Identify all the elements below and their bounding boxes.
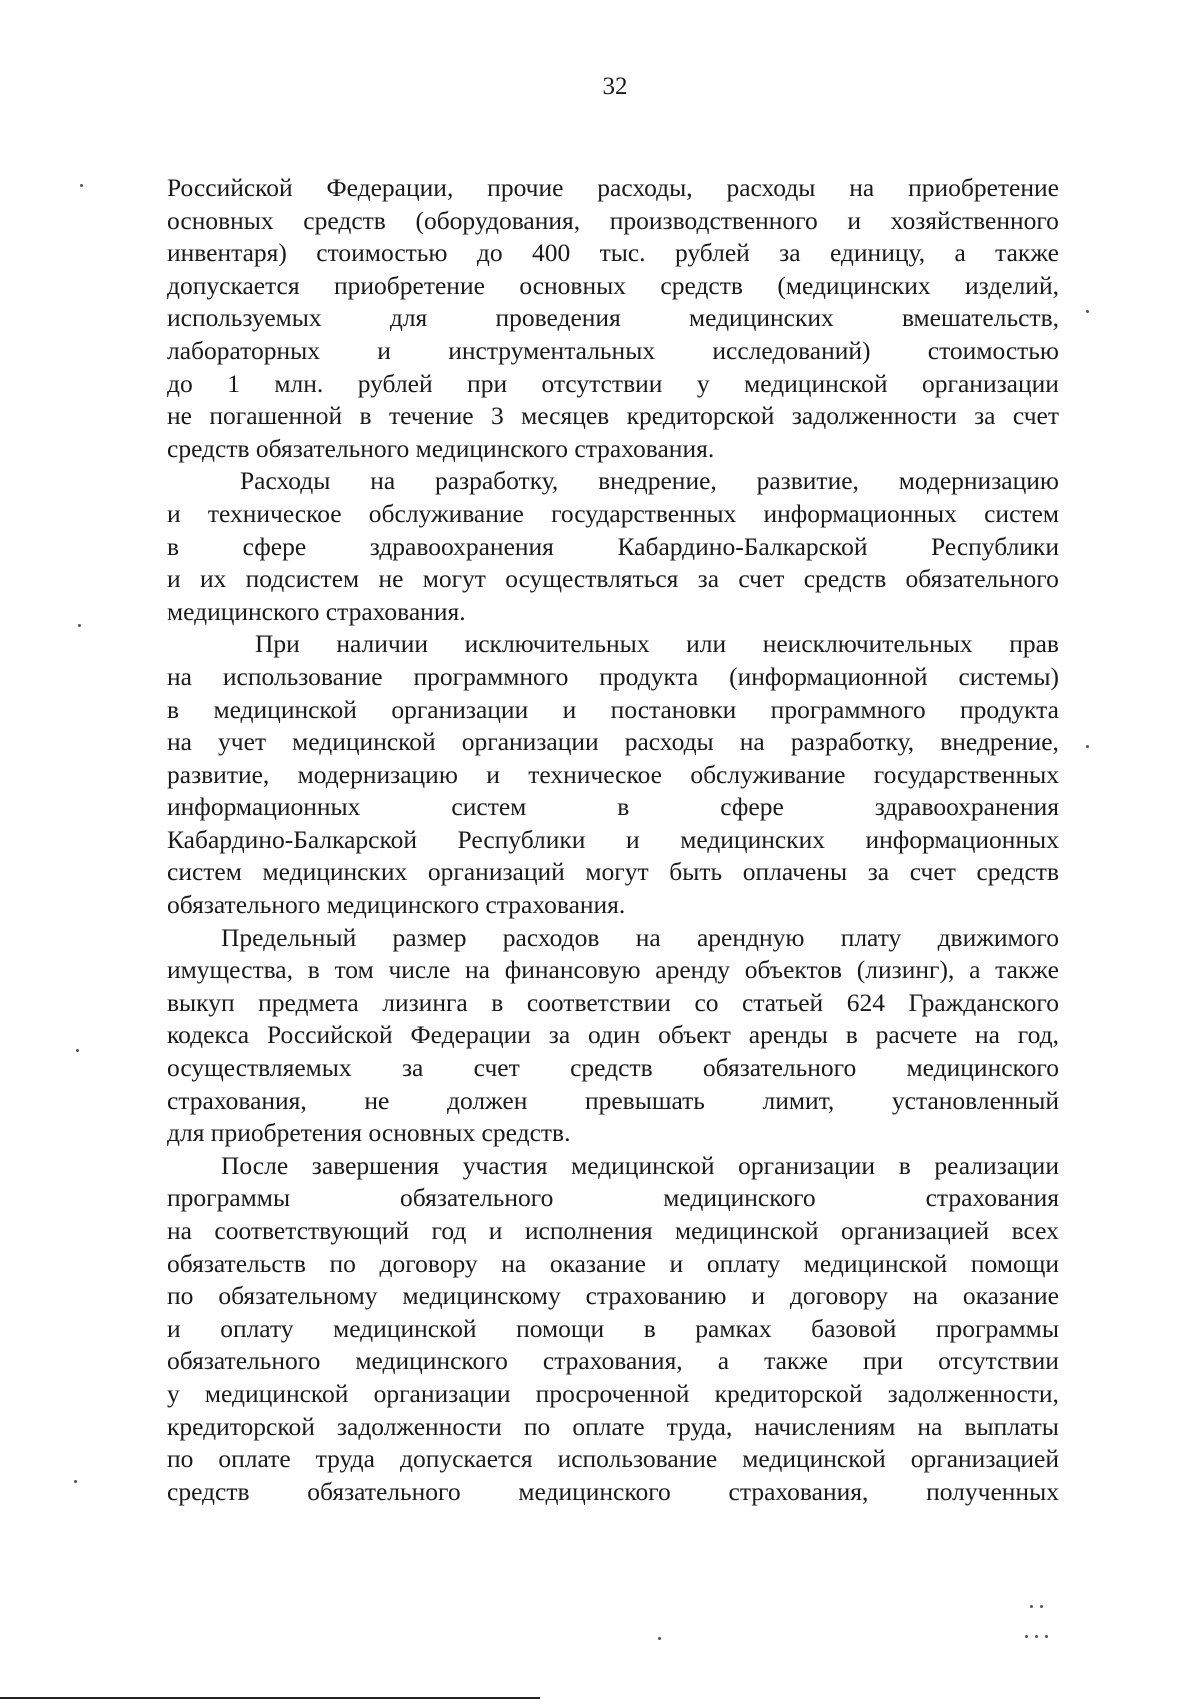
text-line: Кабардино-Балкарской Республики и медицинских информационных <box>167 824 1059 854</box>
text-line: и техническое обслуживание государственных информационных систем <box>167 498 1059 528</box>
scan-bottom-edge <box>0 1697 540 1699</box>
page-number: 32 <box>602 73 628 100</box>
text-line: используемых для проведения медицинских вмешательств, <box>167 303 1059 333</box>
scan-artifact <box>1040 1605 1043 1608</box>
text-line: и их подсистем не могут осуществляться за счет средств обязательного <box>167 564 1059 594</box>
scan-artifact <box>1035 1635 1038 1638</box>
text-line: не погашенной в течение 3 месяцев кредиторской задолженности за счет <box>167 401 1059 431</box>
text-line: лабораторных и инструментальных исследований) стоимостью <box>167 335 1059 365</box>
text-line: для приобретения основных средств. <box>167 1118 571 1148</box>
text-line: на соответствующий год и исполнения медицинской организацией всех <box>167 1216 1059 1245</box>
text-line: При наличии исключительных или неисключительных прав <box>255 629 1059 659</box>
text-line: систем медицинских организаций могут быть оплачены за счет средств <box>167 857 1059 887</box>
text-line: обязательств по договору на оказание и оплату медицинской помощи <box>167 1248 1059 1278</box>
scan-artifact <box>80 184 83 187</box>
text-line: информационных систем в сфере здравоохранения <box>167 792 1059 822</box>
scan-artifact <box>1045 1635 1048 1638</box>
text-line: по обязательному медицинскому страхованию и договору на оказание <box>167 1281 1059 1311</box>
text-line: на использование программного продукта (информационной системы) <box>167 661 1059 691</box>
text-line: на учет медицинской организации расходы на разработку, внедрение, <box>167 727 1059 757</box>
text-line: Российской Федерации, прочие расходы, расходы на приобретение <box>167 173 1059 202</box>
text-line: медицинского страхования. <box>167 596 466 626</box>
text-line: развитие, модернизацию и техническое обслуживание государственных <box>167 759 1059 789</box>
text-line: выкуп предмета лизинга в соответствии со статьей 624 Гражданского <box>167 987 1059 1017</box>
text-line: кодекса Российской Федерации за один объект аренды в расчете на год, <box>167 1020 1059 1050</box>
text-line: После завершения участия медицинской организации в реализации <box>221 1150 1059 1180</box>
text-line: обязательного медицинского страхования, а также при отсутствии <box>167 1346 1059 1376</box>
scan-artifact <box>76 1049 79 1052</box>
text-line: по оплате труда допускается использование медицинской организацией <box>167 1444 1059 1474</box>
text-line: у медицинской организации просроченной кредиторской задолженности, <box>167 1378 1059 1408</box>
text-line: и оплату медицинской помощи в рамках базовой программы <box>167 1313 1059 1343</box>
scan-artifact <box>74 1480 77 1483</box>
text-line: средств обязательного медицинского страхования, полученных <box>167 1476 1059 1506</box>
text-line: Предельный размер расходов на арендную плату движимого <box>221 922 1059 952</box>
scan-artifact <box>1086 310 1089 313</box>
text-line: осуществляемых за счет средств обязательного медицинского <box>167 1053 1059 1083</box>
scan-artifact <box>1086 745 1089 748</box>
text-line: средств обязательного медицинского страхования. <box>167 433 715 463</box>
text-line: программы обязательного медицинского страхования <box>167 1183 1059 1213</box>
scan-artifact <box>1030 1605 1033 1608</box>
scan-artifact <box>658 1637 661 1640</box>
text-line: обязательного медицинского страхования. <box>167 890 626 920</box>
scan-artifact <box>78 624 81 627</box>
text-line: инвентаря) стоимостью до 400 тыс. рублей за единицу, а также <box>167 238 1059 268</box>
text-line: в сфере здравоохранения Кабардино-Балкарской Республики <box>167 531 1059 561</box>
text-line: допускается приобретение основных средств (медицинских изделий, <box>167 270 1059 300</box>
text-line: до 1 млн. рублей при отсутствии у медицинской организации <box>167 368 1059 398</box>
text-line: кредиторской задолженности по оплате труда, начислениям на выплаты <box>167 1411 1059 1441</box>
text-line: Расходы на разработку, внедрение, развитие, модернизацию <box>240 466 1059 496</box>
document-body <box>167 172 1059 1508</box>
text-line: основных средств (оборудования, производственного и хозяйственного <box>167 205 1059 235</box>
text-line: страхования, не должен превышать лимит, установленный <box>167 1085 1059 1115</box>
text-line: в медицинской организации и постановки программного продукта <box>167 694 1059 724</box>
scan-artifact <box>1025 1635 1028 1638</box>
text-line: имущества, в том числе на финансовую аренду объектов (лизинг), а также <box>167 955 1059 985</box>
